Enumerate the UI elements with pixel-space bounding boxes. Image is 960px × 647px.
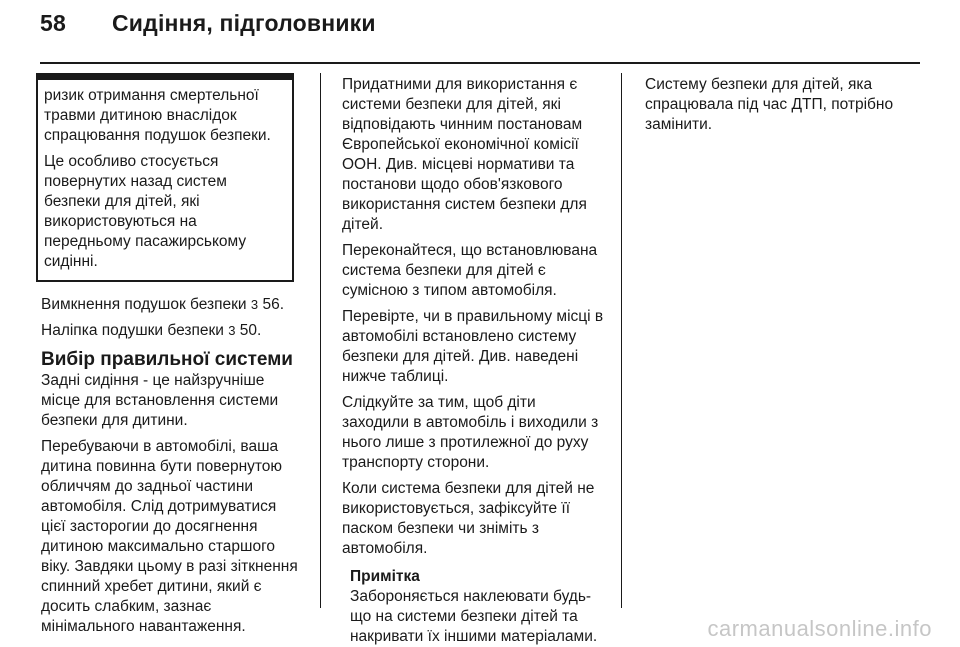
- note-text: Забороняється наклеювати будь-що на системи безпеки дітей та накривати їх іншими матеріалами.: [350, 588, 598, 645]
- cross-reference[interactable]: [41, 295, 301, 315]
- page-header: [40, 10, 376, 37]
- header-rule: [40, 62, 920, 64]
- watermark: carmanualsonline.info: [707, 616, 932, 641]
- cross-references: [41, 295, 301, 341]
- paragraph: Перебуваючи в автомобілі, ваша дитина повинна бути повернутою обличчям до задньої частини автомобіля. Слід дотримуватися цієї засторогии до досягнення дитиною максимально старшого віку. Завдяки цьому в разі зіткнення спинний хребет дитини, який є досить слабким, зазнає мінімального навантаження.: [41, 438, 298, 635]
- page-title: Сидіння, підголовники: [112, 10, 376, 36]
- warning-text: ризик отримання смертельної травми дитиною внаслідок спрацювання подушок безпеки.: [44, 87, 271, 144]
- column-1: [41, 75, 301, 643]
- reference-page: 56.: [262, 296, 285, 313]
- cross-reference[interactable]: [41, 321, 301, 341]
- warning-text: Це особливо стосується повернутих назад систем безпеки для дітей, які використовуються на передньому пасажирському сидінні.: [44, 153, 247, 270]
- paragraph: Коли система безпеки для дітей не використовується, зафіксуйте її паском безпеки чи зніміть з автомобіля.: [342, 480, 595, 557]
- paragraph: Задні сидіння - це найзручніше місце для встановлення системи безпеки для дитини.: [41, 372, 279, 429]
- paragraph: Систему безпеки для дітей, яка спрацювала під час ДТП, потрібно замінити.: [645, 76, 894, 133]
- column-divider-1: [320, 73, 321, 608]
- page-reference-arrow-icon: 3: [228, 323, 236, 338]
- note-title: Примітка: [350, 568, 420, 585]
- reference-label: Наліпка подушки безпеки: [41, 322, 224, 339]
- section-heading: Вибір правильної системи: [41, 349, 293, 370]
- warning-box: [36, 73, 294, 282]
- page-number: 58: [40, 10, 66, 36]
- reference-label: Вимкнення подушок безпеки: [41, 296, 247, 313]
- column-2: [342, 75, 604, 647]
- paragraph: Придатними для використання є системи безпеки для дітей, які відповідають чинним постановам Європейської економічної комісії ООН. Див. місцеві нормативи та постанови щодо обов'язкового використання систем безпеки для дітей.: [342, 76, 587, 233]
- note-block: [342, 567, 604, 647]
- paragraph: Перевірте, чи в правильному місці в автомобілі встановлено систему безпеки для дітей. Див. наведені нижче таблиці.: [342, 308, 604, 385]
- column-3: [645, 75, 920, 141]
- reference-page: 50.: [239, 322, 262, 339]
- column-divider-2: [621, 73, 622, 608]
- paragraph: Слідкуйте за тим, щоб діти заходили в автомобіль і виходили з нього лише з протилежної до руху транспорту сторони.: [342, 394, 599, 471]
- paragraph: Переконайтеся, що встановлювана система безпеки для дітей є сумісною з типом автомобіля.: [342, 242, 598, 299]
- page-reference-arrow-icon: 3: [250, 297, 259, 312]
